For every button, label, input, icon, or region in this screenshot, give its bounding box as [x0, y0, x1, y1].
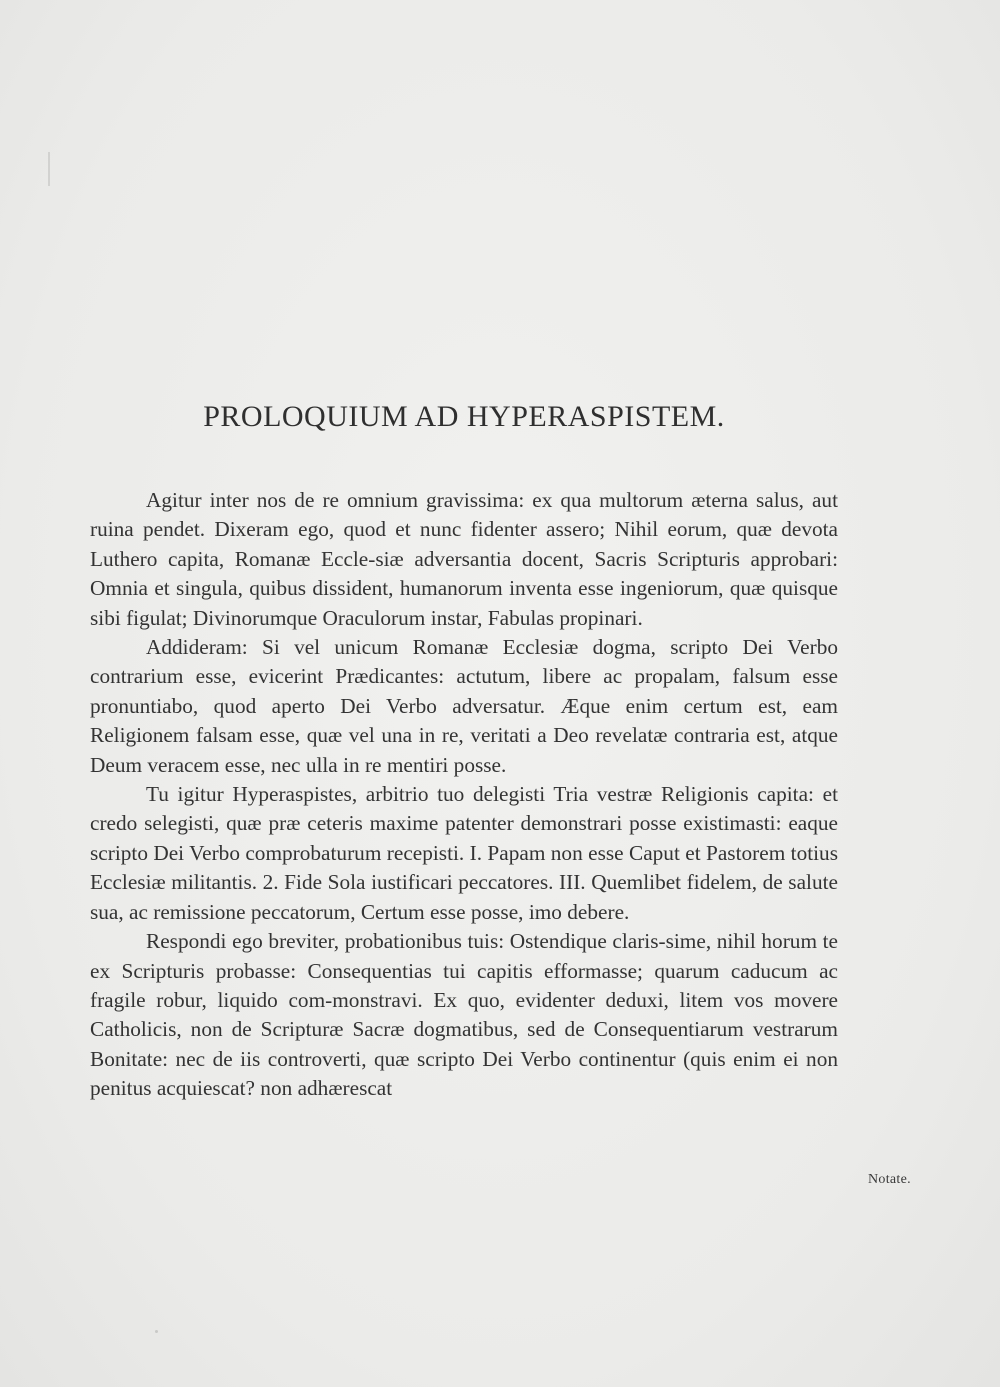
body-text — [90, 486, 838, 1104]
page-title: PROLOQUIUM AD HYPERASPISTEM. — [203, 400, 725, 433]
paragraph-2: Addideram: Si vel unicum Romanæ Ecclesiæ dogma, scripto Dei Verbo contrarium esse, evicerint Prædicantes: actutum, libere ac propalam, falsum esse pronuntiabo, quod aperto Dei Verbo adversatur. Æque enim certum est, eam Religionem falsam esse, quæ vel una in re, veritati a Deo revelatæ contraria est, atque Deum veracem esse, nec ulla in re mentiri posse. — [90, 635, 838, 777]
paragraph-3: Tu igitur Hyperaspistes, arbitrio tuo delegisti Tria vestræ Religionis capita: et credo selegisti, quæ præ ceteris maxime patenter demonstrari posse existimasti: eaque scripto Dei Verbo comprobaturum recepisti. I. Papam non esse Caput et Pastorem totius Ecclesiæ militantis. 2. Fide Sola iustificari peccatores. III. Quemlibet fidelem, de salute sua, ac remissione peccatorum, Certum esse posse, imo debere. — [90, 782, 838, 924]
paragraph-1: Agitur inter nos de re omnium gravissima: ex qua multorum æterna salus, aut ruina pendet. Dixeram ego, quod et nunc fidenter assero; Nihil eorum, quæ devota Luthero capita, Romanæ Eccle-siæ adversantia docent, Sacris Scripturis approbari: Omnia et singula, quibus dissident, humanorum inventa esse ingeniorum, quæ quisque sibi figulat; Divinorumque Oraculorum instar, Fabulas propinari. — [90, 488, 838, 630]
page-edge-mark — [48, 152, 50, 186]
paper-speck — [155, 1330, 158, 1333]
margin-note: Notate. — [868, 1172, 911, 1187]
paragraph-4: Respondi ego breviter, probationibus tuis: Ostendique claris-sime, nihil horum te ex Scripturis probasse: Consequentias tui capitis efformasse; quarum caducum ac fragile robur, liquido com-monstravi. Ex quo, evidenter deduxi, litem vos movere Catholicis, non de Scripturæ Sacræ dogmatibus, sed de Consequentiarum vestrarum Bonitate: nec de iis controverti, quæ scripto Dei Verbo continentur (quis enim ei non penitus acquiescat? non adhærescat — [90, 929, 838, 1101]
